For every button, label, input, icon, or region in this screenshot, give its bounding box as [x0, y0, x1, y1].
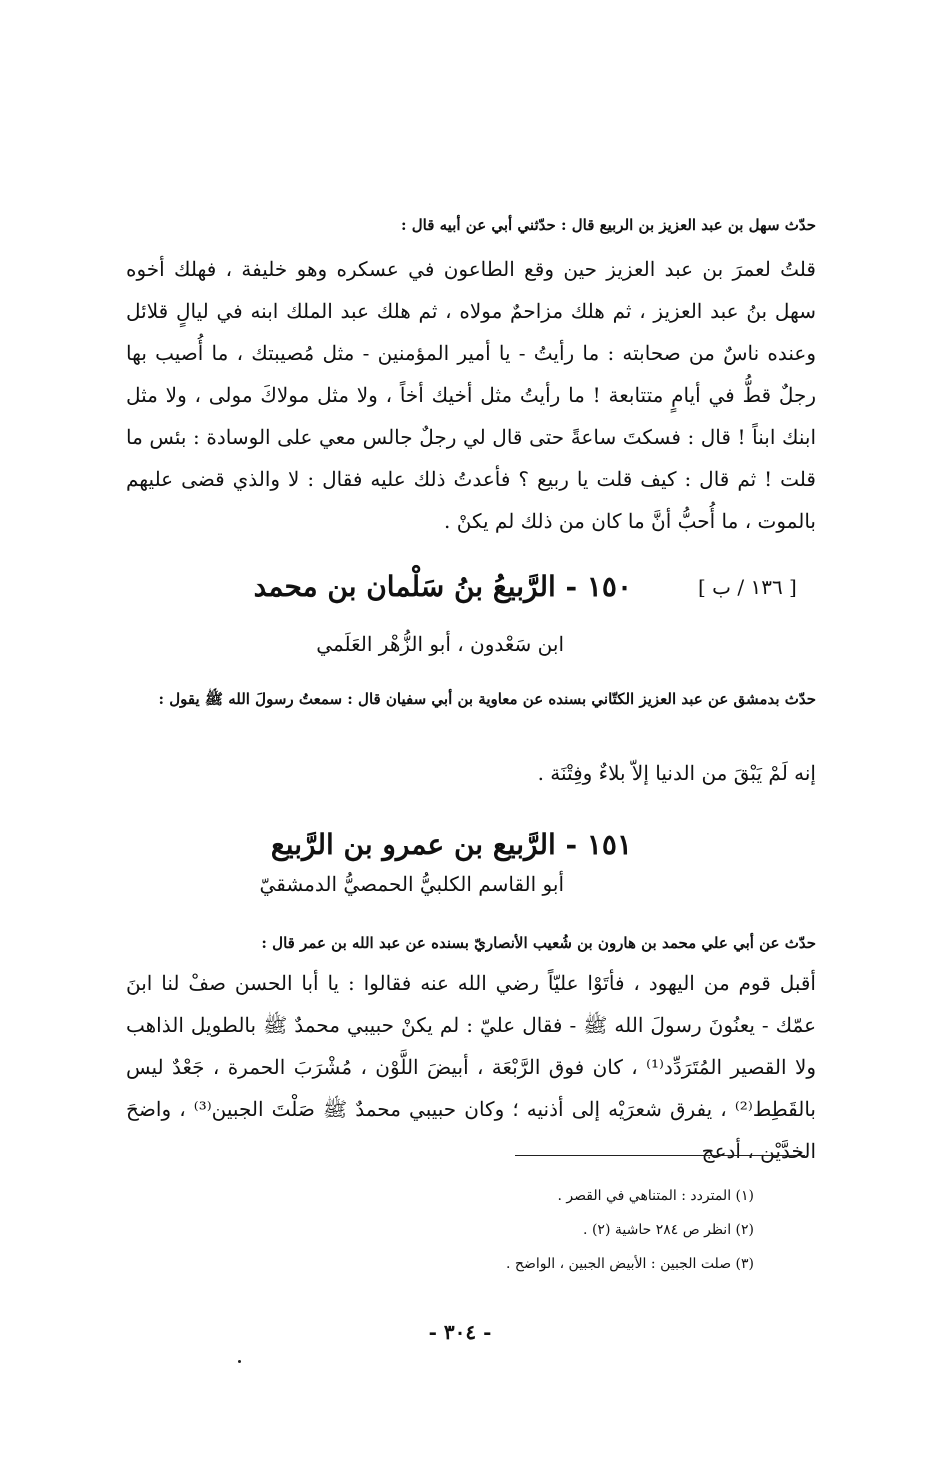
entry-150-isnad: حدّث بدمشق عن عبد العزيز الكتّاني بسنده عن معاوية بن أبي سفيان قال : سمعتُ رسولَ الله ﷺ يقول : [158, 690, 816, 708]
footnote-2: (٢) انظر ص ٢٨٤ حاشية (٢) . [583, 1222, 754, 1238]
folio-reference: [ ١٣٦ / ب ] [698, 575, 797, 599]
entry-149-isnad: حدّث سهل بن عبد العزيز بن الربيع قال : حدّثني أبي عن أبيه قال : [401, 216, 816, 234]
footnote-3: (٣) صلت الجبين : الأبيض الجبين ، الواضح . [506, 1256, 754, 1272]
scan-speck [238, 1360, 241, 1363]
page-number: - ٣٠٤ - [428, 1320, 492, 1344]
entry-150-heading: ١٥٠ - الرَّبيعُ بنُ سَلْمان بن محمد [253, 570, 632, 603]
entry-150-kunya: ابن سَعْدون ، أبو الزُّهْر العَلَمي [316, 632, 564, 656]
footnote-separator [515, 1155, 805, 1156]
footnote-1: (١) المتردد : المتناهي في القصر . [557, 1188, 754, 1204]
entry-151-kunya: أبو القاسم الكلبيُّ الحمصيُّ الدمشقيّ [259, 872, 564, 896]
entry-150-hadith: إنه لَمْ يَبْقَ من الدنيا إلاّ بلاءٌ وفِتْنَة . [537, 761, 816, 785]
entry-151-isnad: حدّث عن أبي علي محمد بن هارون بن شُعيب الأنصاريّ بسنده عن عبد الله بن عمر قال : [261, 934, 816, 952]
entry-151-text: أقبل قوم من اليهود ، فأتَوْا عليّاً رضي الله عنه فقالوا : يا أبا الحسن صفْ لنا ابنَ عمّك - يعنُونَ رسولَ الله ﷺ - فقال عليّ : لم يكنْ حبيبي محمدٌ ﷺ بالطويل الذاهب ولا القصير المُتَرَدِّد⁽¹⁾ ، كان فوق الرَّبْعَة ، أبيضَ اللَّوْن ، مُشْرَبَ الحمرة ، جَعْدٌ ليس بالقَطِط⁽²⁾ ، يفرق شعرَيْه إلى أذنيه ؛ وكان حبيبي محمدٌ ﷺ صَلْتَ الجبين⁽³⁾ ، واضحَ الخدَّيْن ، أدعج [126, 971, 817, 1163]
entry-149-text: قلتُ لعمرَ بن عبد العزيز حين وقع الطاعون في عسكره وهو خليفة ، فهلك أخوه سهل بنُ عبد العزيز ، ثم هلك مزاحمٌ مولاه ، ثم هلك عبد الملك ابنه في ليالٍ قلائل وعنده ناسٌ من صحابته : ما رأيتُ - يا أمير المؤمنين - مثل مُصيبتك ، ما أُصيب بها رجلٌ قطُّ في أيامٍ متتابعة ! ما رأيتُ مثل أخيك أخاً ، ولا مثل مولاكَ مولى ، ولا مثل ابنك ابناً ! قال : فسكتَ ساعةً حتى قال لي رجلٌ جالس معي على الوسادة : بئس ما قلت ! ثم قال : كيف قلت يا ربيع ؟ فأعدتُ ذلك عليه فقال : لا والذي قضى عليهم بالموت ، ما أُحبُّ أنَّ ما كان من ذلك لم يكنْ . [126, 257, 816, 533]
entry-151-heading: ١٥١ - الرَّبيع بن عمرو بن الرَّبيع [270, 828, 632, 861]
